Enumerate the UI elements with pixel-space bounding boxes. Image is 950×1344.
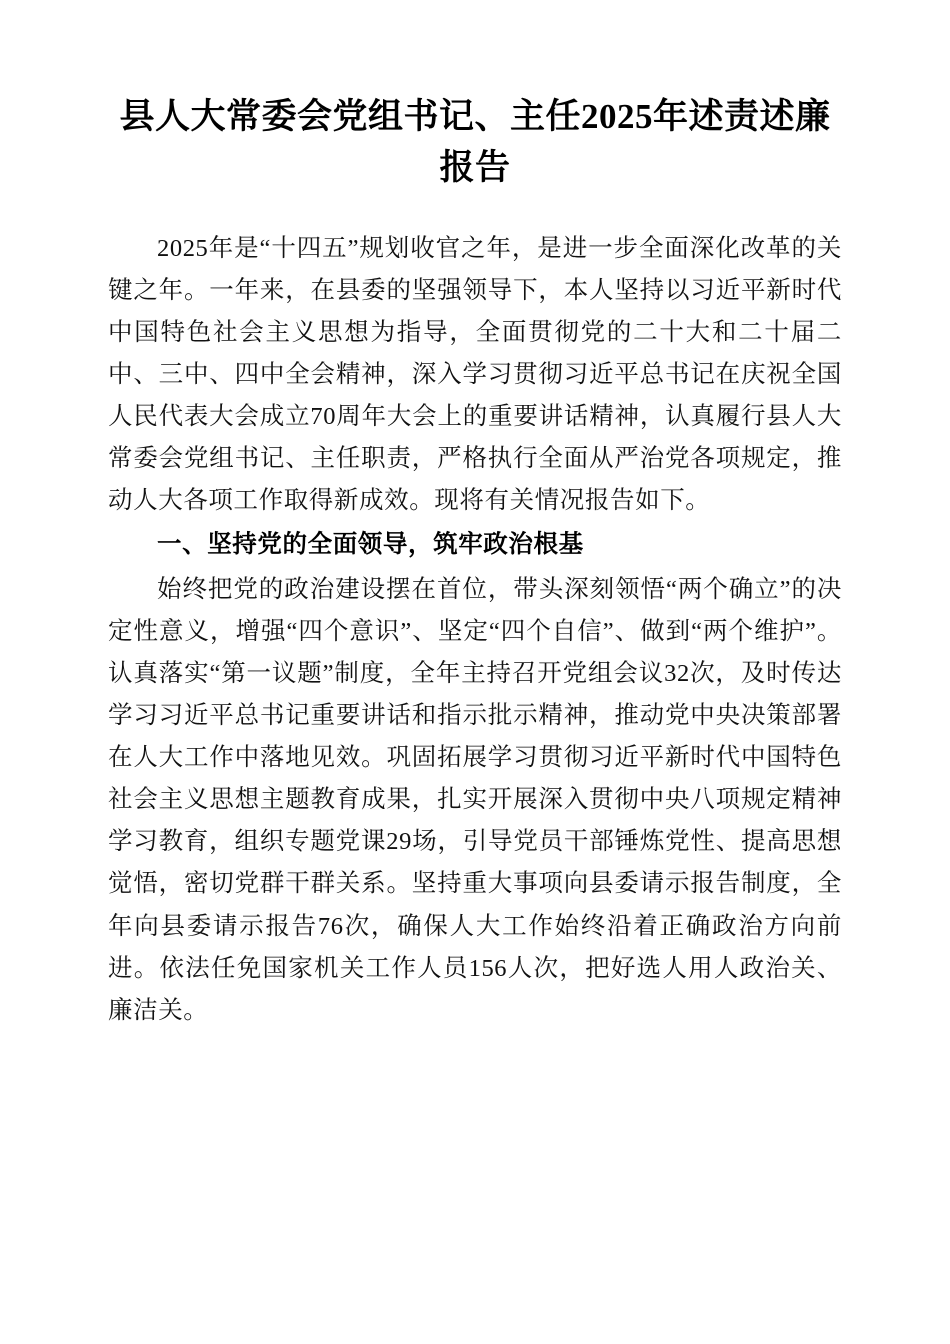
section-heading-one: 一、坚持党的全面领导，筑牢政治根基 [157,531,584,559]
page-title: 县人大常委会党组书记、主任2025年述责述廉报告 [119,97,831,187]
paragraph-opening: 2025年是“十四五”规划收官之年，是进一步全面深化改革的关键之年。一年来，在县委的坚强领导下，本人坚持以习近平新时代中国特色社会主义思想为指导，全面贯彻党的二十大和二十届二中、三中、四中全会精神，深入学习贯彻习近平总书记在庆祝全国人民代表大会成立70周年大会上的重要讲话精神，认真履行县人大常委会党组书记、主任职责，严格执行全面从严治党各项规定，推动人大各项工作取得新成效。现将有关情况报告如下。 [108,234,842,515]
paragraph-section-one-body: 始终把党的政治建设摆在首位，带头深刻领悟“两个确立”的决定性意义，增强“四个意识”、坚定“四个自信”、做到“两个维护”。认真落实“第一议题”制度，全年主持召开党组会议32次，及时传达学习习近平总书记重要讲话和指示批示精神，推动党中央决策部署在人大工作中落地见效。巩固拓展学习贯彻习近平新时代中国特色社会主义思想主题教育成果，扎实开展深入贯彻中央八项规定精神学习教育，组织专题党课29场，引导党员干部锤炼党性、提高思想觉悟，密切党群干群关系。坚持重大事项向县委请示报告制度，全年向县委请示报告76次，确保人大工作始终沿着正确政治方向前进。依法任免国家机关工作人员156人次，把好选人用人政治关、廉洁关。 [108,575,842,1024]
